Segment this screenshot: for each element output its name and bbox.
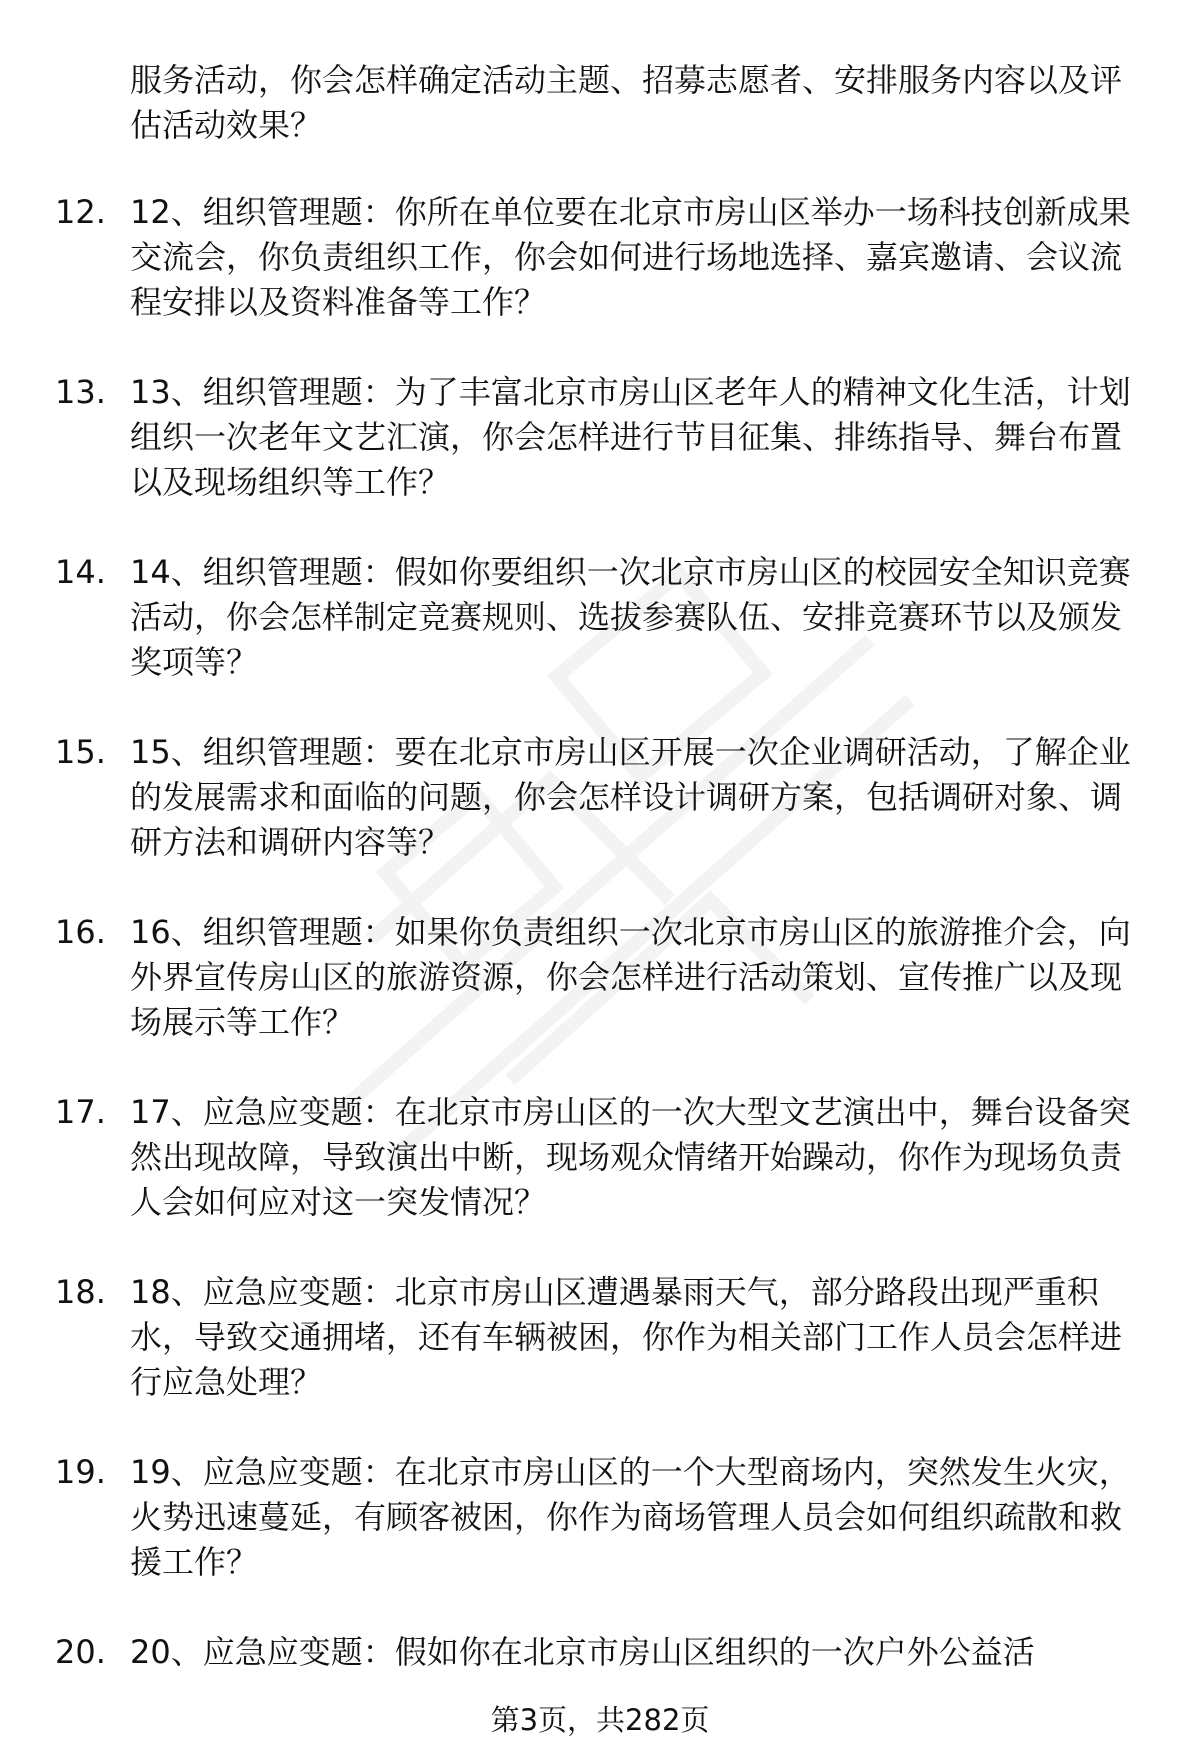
- item-number: 13.: [55, 373, 106, 411]
- item-text: 14、组织管理题：假如你要组织一次北京市房山区的校园安全知识竞赛活动，你会怎样制定竞赛规则、选拔参赛队伍、安排竞赛环节以及颁发奖项等？: [130, 553, 1131, 681]
- item-number: 16.: [55, 913, 106, 951]
- item-text: 18、应急应变题：北京市房山区遭遇暴雨天气，部分路段出现严重积水，导致交通拥堵，还有车辆被困，你作为相关部门工作人员会怎样进行应急处理？: [130, 1273, 1123, 1401]
- item-number: 14.: [55, 553, 106, 591]
- item-text: 13、组织管理题：为了丰富北京市房山区老年人的精神文化生活，计划组织一次老年文艺汇演，你会怎样进行节目征集、排练指导、舞台布置以及现场组织等工作？: [130, 373, 1131, 501]
- question-list: [0, 58, 1200, 1720]
- list-item: [55, 1090, 1150, 1225]
- list-item: [55, 1450, 1150, 1585]
- item-number: 19.: [55, 1453, 106, 1491]
- item-text: 20、应急应变题：假如你在北京市房山区组织的一次户外公益活: [130, 1633, 1035, 1671]
- page-footer: 第3页，共282页: [490, 1703, 710, 1737]
- item-number: 17.: [55, 1093, 106, 1131]
- item-text: 17、应急应变题：在北京市房山区的一次大型文艺演出中，舞台设备突然出现故障，导致演出中断，现场观众情绪开始躁动，你作为现场负责人会如何应对这一突发情况？: [130, 1093, 1131, 1221]
- list-item: [55, 1270, 1150, 1405]
- list-item: [55, 550, 1150, 685]
- item-number: 15.: [55, 733, 106, 771]
- list-item: [55, 910, 1150, 1045]
- list-item: [55, 1630, 1150, 1675]
- item-text: 12、组织管理题：你所在单位要在北京市房山区举办一场科技创新成果交流会，你负责组织工作，你会如何进行场地选择、嘉宾邀请、会议流程安排以及资料准备等工作？: [130, 193, 1131, 321]
- item-text: 19、应急应变题：在北京市房山区的一个大型商场内，突然发生火灾，火势迅速蔓延，有顾客被困，你作为商场管理人员会如何组织疏散和救援工作？: [130, 1453, 1131, 1581]
- item-text: 15、组织管理题：要在北京市房山区开展一次企业调研活动，了解企业的发展需求和面临的问题，你会怎样设计调研方案，包括调研对象、调研方法和调研内容等？: [130, 733, 1131, 861]
- continued-question-text: 服务活动，你会怎样确定活动主题、招募志愿者、安排服务内容以及评估活动效果？: [130, 61, 1123, 144]
- list-item: [55, 370, 1150, 505]
- item-number: 12.: [55, 193, 106, 231]
- item-number: 18.: [55, 1273, 106, 1311]
- item-number: 20.: [55, 1633, 106, 1671]
- list-item: [55, 730, 1150, 865]
- list-item: [55, 190, 1150, 325]
- item-text: 16、组织管理题：如果你负责组织一次北京市房山区的旅游推介会，向外界宣传房山区的旅游资源，你会怎样进行活动策划、宣传推广以及现场展示等工作？: [130, 913, 1131, 1041]
